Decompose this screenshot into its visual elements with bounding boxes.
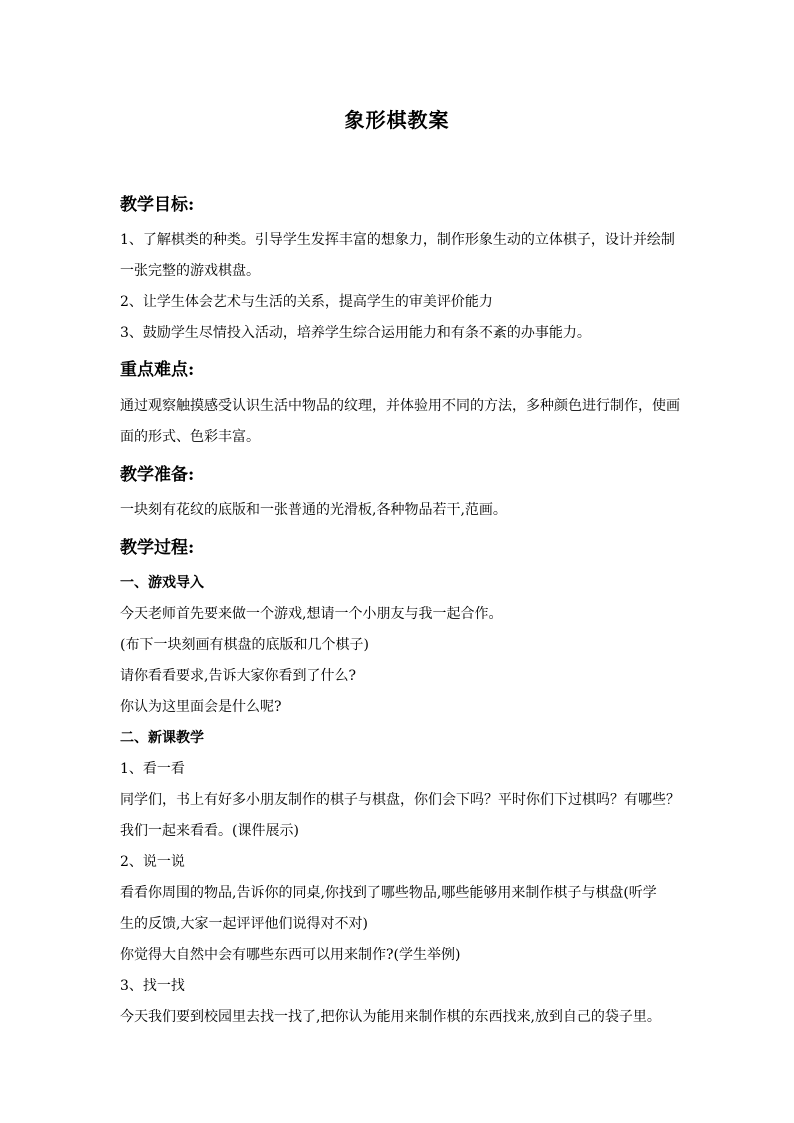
heading-process: 教学过程: <box>120 538 195 558</box>
game-intro-line-3: 请你看看要求,告诉大家你看到了什么? <box>120 668 356 684</box>
goals-line-2: 一张完整的游戏棋盘。 <box>120 263 260 279</box>
heading-key-points: 重点难点: <box>120 360 195 380</box>
step-find-title: 3、找一找 <box>120 978 185 994</box>
heading-teaching-goals: 教学目标: <box>120 195 195 215</box>
step-say-line-3: 你觉得大自然中会有哪些东西可以用来制作?(学生举例) <box>120 947 461 963</box>
goals-line-3: 2、让学生体会艺术与生活的关系，提高学生的审美评价能力 <box>120 294 493 310</box>
game-intro-line-2: (布下一块刻画有棋盘的底版和几个棋子) <box>120 637 369 653</box>
step-say-line-1: 看看你周围的物品,告诉你的同桌,你找到了哪些物品,哪些能够用来制作棋子与棋盘(听学 <box>120 885 657 901</box>
document-title: 象形棋教案 <box>344 108 450 132</box>
step-find-line-1: 今天我们要到校园里去找一找了,把你认为能用来制作棋的东西找来,放到自己的袋子里。 <box>120 1009 661 1025</box>
step-say-line-2: 生的反馈,大家一起评评他们说得对不对) <box>120 916 368 932</box>
key-points-line-1: 通过观察触摸感受认识生活中物品的纹理，并体验用不同的方法，多种颜色进行制作，使画 <box>120 398 680 414</box>
step-say-title: 2、说一说 <box>120 854 185 870</box>
subheading-new-lesson: 二、新课教学 <box>120 730 204 746</box>
step-look-line-1: 同学们，书上有好多小朋友制作的棋子与棋盘，你们会下吗？平时你们下过棋吗？有哪些？ <box>120 792 680 808</box>
preparation-line-1: 一块刻有花纹的底版和一张普通的光滑板,各种物品若干,范画。 <box>120 502 507 518</box>
step-look-title: 1、看一看 <box>120 761 185 777</box>
key-points-line-2: 面的形式、色彩丰富。 <box>120 429 260 445</box>
subheading-game-intro: 一、游戏导入 <box>120 575 204 591</box>
heading-preparation: 教学准备: <box>120 465 195 485</box>
goals-line-4: 3、鼓励学生尽情投入活动，培养学生综合运用能力和有条不紊的办事能力。 <box>120 325 591 341</box>
goals-line-1: 1、了解棋类的种类。引导学生发挥丰富的想象力，制作形象生动的立体棋子，设计并绘制 <box>120 232 675 248</box>
step-look-line-2: 我们一起来看看。(课件展示) <box>120 823 299 839</box>
game-intro-line-4: 你认为这里面会是什么呢? <box>120 699 282 715</box>
game-intro-line-1: 今天老师首先要来做一个游戏,想请一个小朋友与我一起合作。 <box>120 606 503 622</box>
